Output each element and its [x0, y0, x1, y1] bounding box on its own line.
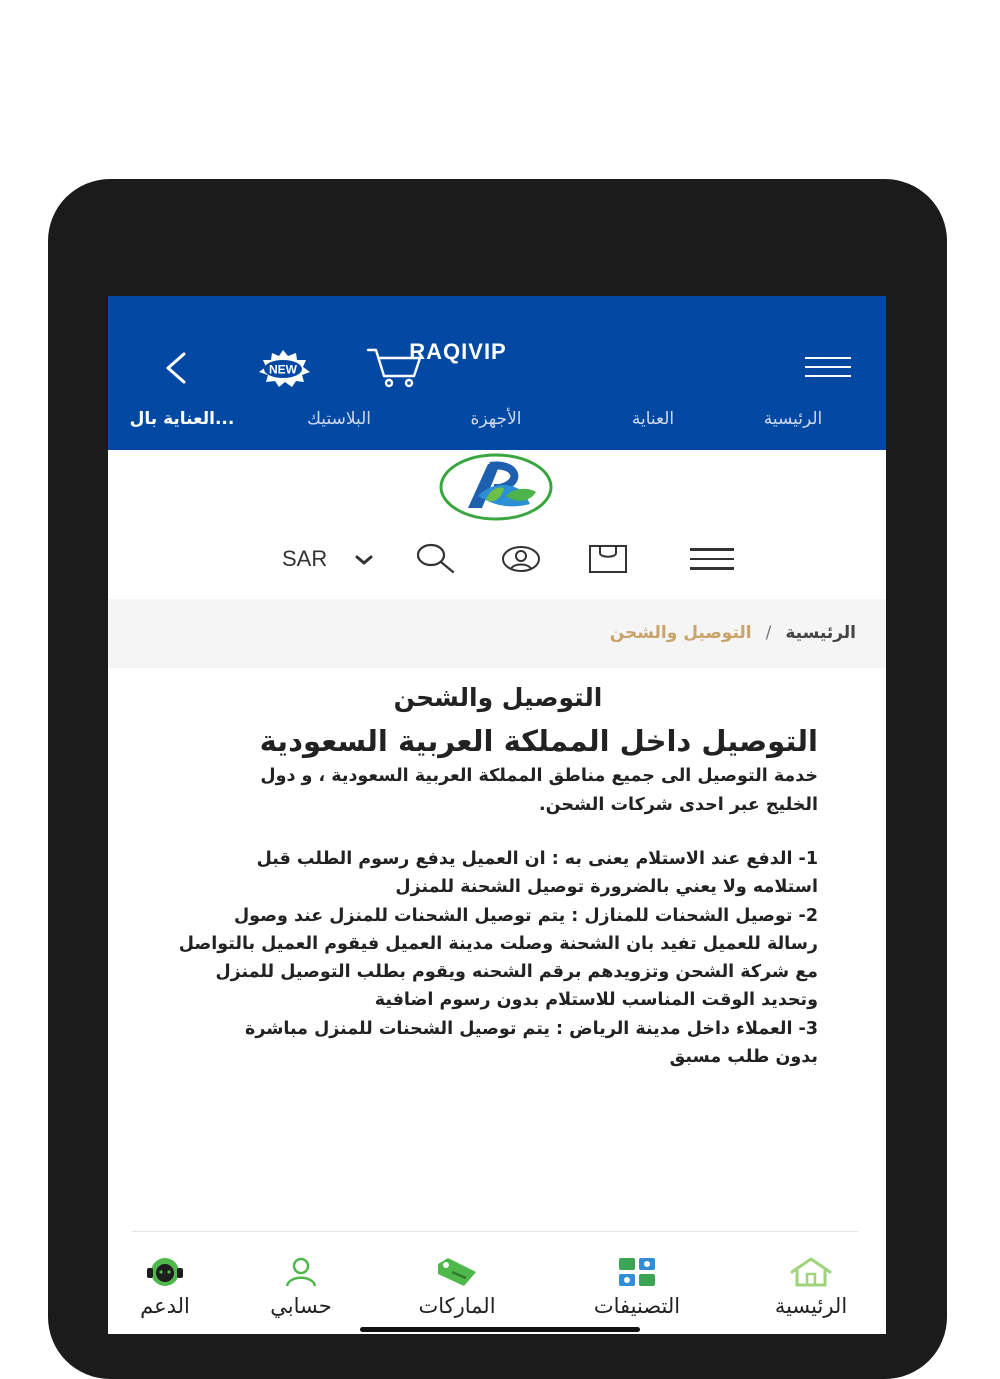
brand-title: RAQIVIP — [409, 339, 507, 364]
breadcrumb-bar — [108, 599, 886, 668]
policy-list — [158, 845, 818, 1071]
bag-icon[interactable] — [588, 544, 628, 574]
currency-selector[interactable]: SAR — [282, 546, 328, 571]
chevron-left-icon[interactable] — [162, 352, 190, 384]
category-tab-home[interactable]: الرئيسية — [763, 409, 823, 429]
new-badge-icon[interactable] — [254, 348, 312, 388]
app-screen — [108, 296, 886, 1334]
tab-support-label: الدعم — [140, 1294, 190, 1318]
store-logo — [438, 452, 554, 522]
home-indicator — [360, 1327, 640, 1332]
tools-row — [108, 536, 886, 582]
tab-support[interactable] — [108, 1256, 240, 1320]
breadcrumb-home[interactable]: الرئيسية — [785, 623, 856, 643]
top-bar — [108, 296, 886, 393]
breadcrumb-separator: / — [765, 623, 772, 643]
intro-paragraph: خدمة التوصيل الى جميع مناطق المملكة العربية السعودية ، و دول الخليج عبر احدى شركات الشحن. — [260, 766, 818, 815]
tab-account[interactable] — [226, 1256, 376, 1320]
page-title: التوصيل والشحن — [393, 683, 603, 712]
category-tab-care-more[interactable]: العناية بال... — [129, 409, 235, 429]
new-badge-text: NEW — [269, 362, 297, 377]
breadcrumb — [610, 621, 856, 645]
user-icon[interactable] — [501, 544, 541, 574]
tag-icon — [434, 1256, 480, 1288]
bottom-tab-bar — [108, 1256, 886, 1334]
policy-item-1: 1- الدفع عند الاستلام يعنى به : ان العميل يدفع رسوم الطلب قبل استلامه ولا يعني بالضرورة توصيل الشحنة للمنزل — [256, 849, 818, 898]
hamburger-menu-icon[interactable] — [805, 357, 851, 379]
cart-icon[interactable] — [366, 346, 424, 388]
category-tab-plastic[interactable]: البلاستيك — [306, 409, 371, 429]
breadcrumb-current: التوصيل والشحن — [609, 623, 752, 643]
policy-item-2: 2- توصيل الشحنات للمنازل : يتم توصيل الشحنات للمنزل عند وصول رسالة للعميل تفيد بان الشحنة وصلت مدينة العميل فيقوم العميل بالتواصل مع شركة الشحن وتزويدهم برقم الشحنه ويقوم بطلب التوصيل للمنزل وتحديد الوقت المناسب للاستلام بدون رسوم اضافية — [178, 905, 818, 1011]
page-content — [168, 680, 818, 1071]
chevron-down-icon[interactable] — [354, 554, 374, 566]
account-icon — [281, 1256, 321, 1288]
tab-categories[interactable] — [562, 1256, 712, 1320]
tab-home[interactable] — [736, 1256, 886, 1320]
search-icon[interactable] — [414, 542, 456, 574]
divider — [132, 1231, 858, 1232]
menu-icon[interactable] — [690, 548, 734, 570]
policy-item-3: 3- العملاء داخل مدينة الرياض : يتم توصيل الشحنات للمنزل مباشرة بدون طلب مسبق — [245, 1018, 818, 1068]
tab-brands[interactable] — [382, 1256, 532, 1320]
tab-categories-label: التصنيفات — [593, 1294, 681, 1318]
category-bar — [108, 393, 886, 450]
tab-brands-label: الماركات — [418, 1294, 496, 1318]
tab-account-label: حسابي — [270, 1294, 332, 1318]
category-tab-care[interactable]: العناية — [631, 409, 675, 429]
home-icon — [788, 1256, 834, 1288]
support-icon — [142, 1256, 188, 1288]
category-tab-devices[interactable]: الأجهزة — [470, 409, 522, 429]
section-heading: التوصيل داخل المملكة العربية السعودية — [259, 724, 818, 758]
tab-home-label: الرئيسية — [774, 1294, 848, 1318]
categories-icon — [617, 1256, 657, 1288]
